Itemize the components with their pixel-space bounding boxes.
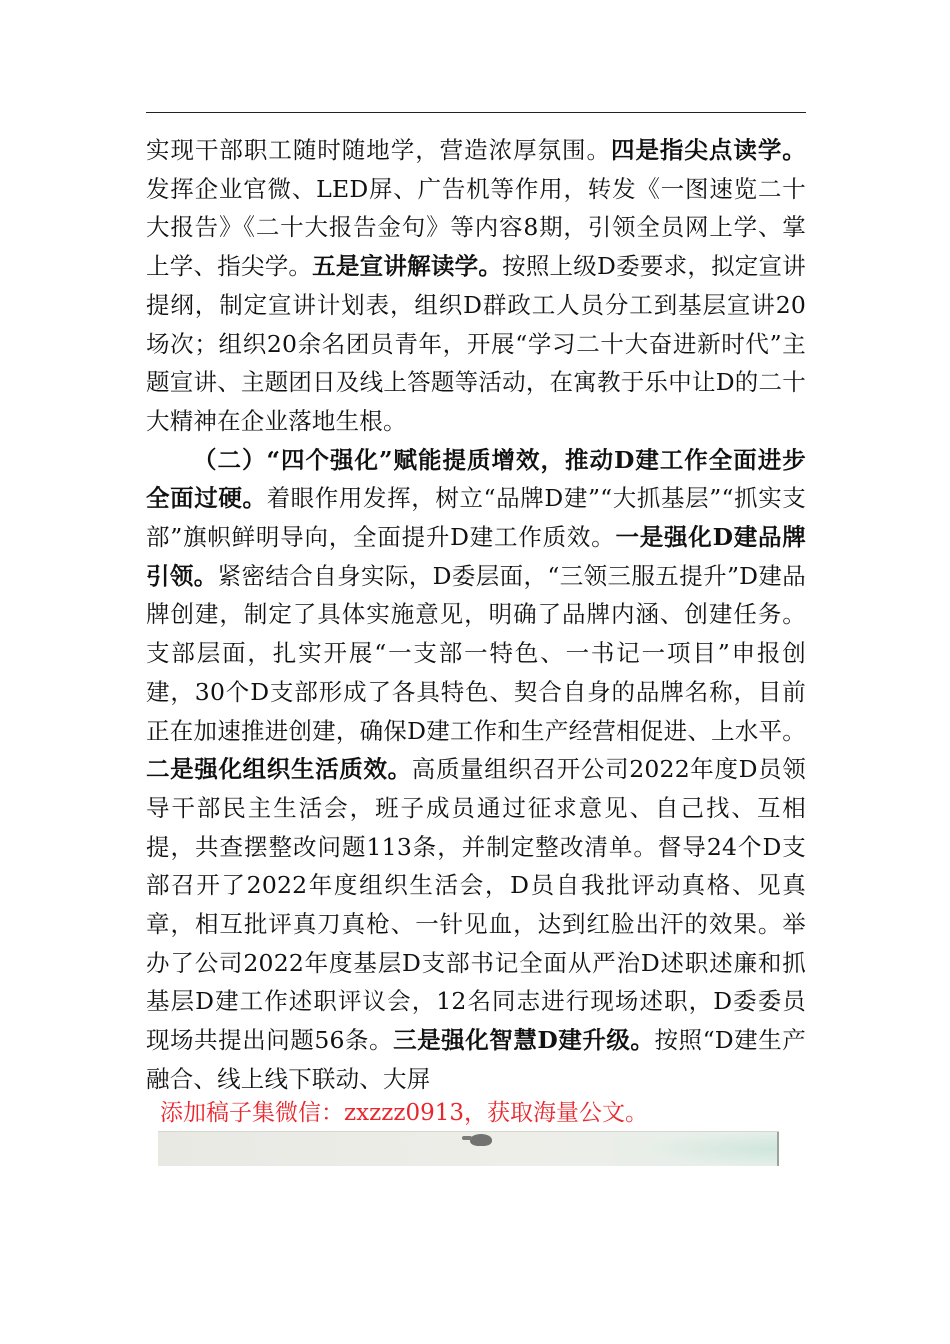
section-heading: （二）“四个强化”赋能提质增效，推动D建工作全面进步全面过硬。 (146, 445, 806, 513)
bird-icon (470, 1134, 492, 1146)
bold-heading-run: 四是指尖点读学。 (610, 136, 806, 164)
document-body (146, 131, 806, 1099)
bold-heading-run: 一是强化D建品牌引领。 (146, 523, 806, 590)
text-run: 发挥企业官微、LED屏、广告机等作用，转发《一图速览二十大报告》《二十大报告金句》等内容8期，引领全员网上学、掌上学、指尖学。 (146, 174, 806, 281)
bold-heading-run: 二是强化组织生活质效。 (146, 755, 412, 784)
text-run: 高质量组织召开公司2022年度D员领导干部民主生活会，班子成员通过征求意见、自己找、互相提，共查摆整改问题113条，并制定整改清单。督导24个D支部召开了2022年度组织生活会，D员自我批评动真格、见真章，相互批评真刀真枪、一针见血，达到红脸出汗的效果。举办了公司2022年度基层D支部书记全面从严治D述职述廉和抓基层D建工作述职评议会，12名同志进行现场述职，D委委员现场共提出问题56条。 (146, 755, 806, 1055)
bold-heading-run: 三是强化智慧D建升级。 (393, 1026, 655, 1055)
paragraph-2 (146, 441, 806, 1099)
banner-edge (777, 1132, 779, 1166)
text-run: 按照“D建生产融合、线上线下联动、大屏 (146, 1026, 806, 1093)
wave-decoration (639, 1132, 779, 1166)
text-run: 按照上级D委要求，拟定宣讲提纲，制定宣讲计划表，组织D群政工人员分工到基层宣讲20场次；组织20余名团员青年，开展“学习二十大奋进新时代”主题宣讲、主题团日及线上答题等活动，在寓教于乐中让D的二十大精神在企业落地生根。 (146, 252, 806, 435)
text-run: 实现干部职工随时随地学，营造浓厚氛围。 (146, 136, 611, 164)
text-run: 着眼作用发挥，树立“品牌D建”“大抓基层”“抓实支部”旗帜鲜明导向，全面提升D建工作质效。 (146, 484, 806, 552)
header-rule (146, 112, 806, 113)
paragraph-1 (146, 131, 806, 441)
footer-promo-text: 添加稿子集微信：zxzzz0913，获取海量公文。 (160, 1100, 648, 1126)
bold-heading-run: 五是宣讲解读学。 (312, 252, 503, 281)
text-run: 紧密结合自身实际，D委层面，“三领三服五提升”D建品牌创建，制定了具体实施意见，明确了品牌内涵、创建任务。支部层面，扎实开展“一支部一特色、一书记一项目”申报创建，30个D支部形成了各具特色、契合自身的品牌名称，目前正在加速推进创建，确保D建工作和生产经营相促进、上水平。 (146, 561, 806, 745)
footer-banner-image (158, 1131, 779, 1166)
